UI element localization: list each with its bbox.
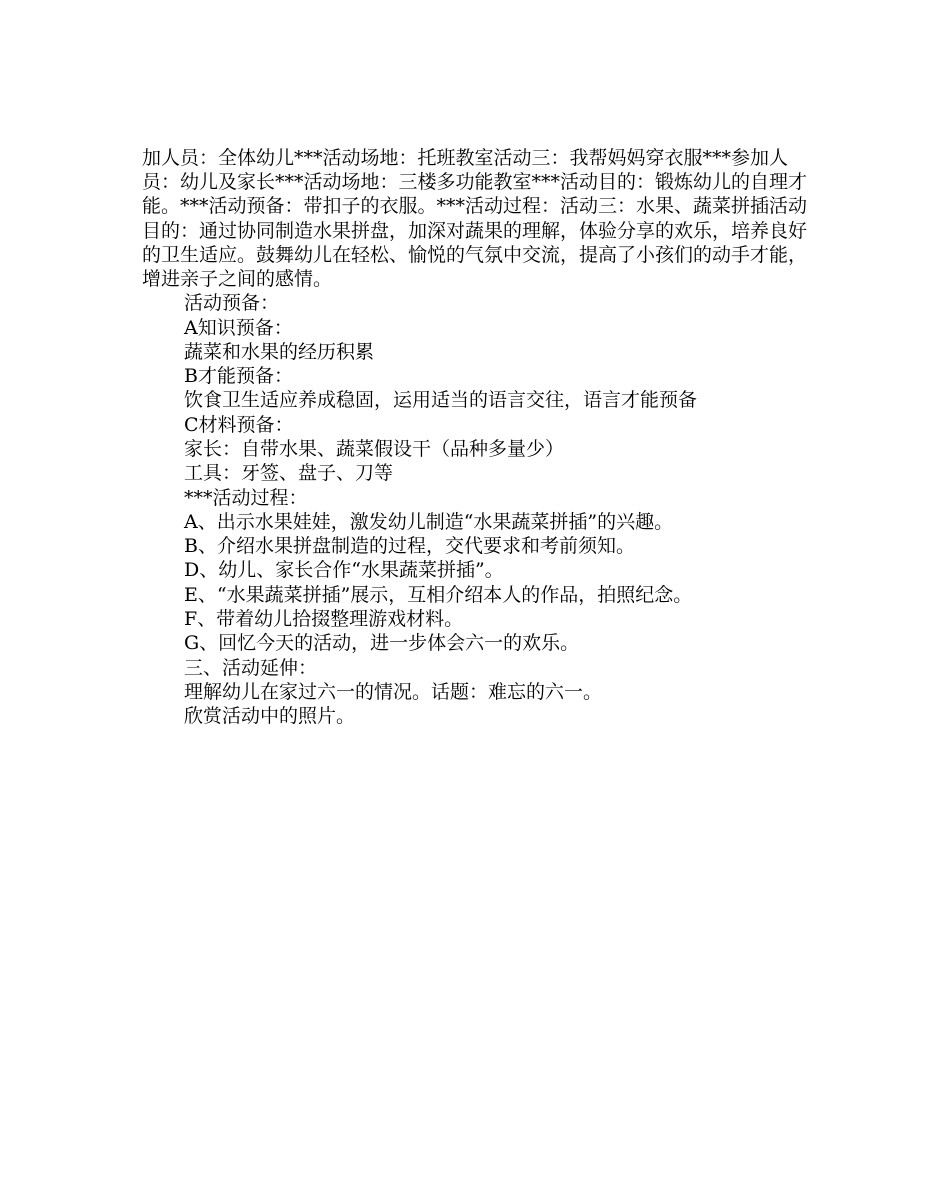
text-line: F、带着幼儿拾掇整理游戏材料。 bbox=[184, 608, 464, 631]
text-line: B、介绍水果拼盘制造的过程，交代要求和考前须知。 bbox=[184, 535, 635, 558]
intro-paragraph: 加人员：全体幼儿***活动场地：托班教室活动三：我帮妈妈穿衣服***参加人员：幼儿及家长***活动场地：三楼多功能教室***活动目的：锻炼幼儿的自理才能。***活动预备：带扣子的衣服。***活动过程：活动三：水果、蔬菜拼插活动目的：通过协同制造水果拼盘，加深对蔬果的理解，体验分享的欢乐，培养良好的卫生适应。鼓舞幼儿在轻松、愉悦的气氛中交流，提高了小孩们的动手才能，增进亲子之间的感情。 bbox=[142, 147, 808, 291]
text-line: 蔬菜和水果的经历积累 bbox=[184, 340, 375, 363]
section-heading: 三、活动延伸： bbox=[184, 656, 318, 679]
text-line: A、出示水果娃娃，激发幼儿制造“水果蔬菜拼插”的兴趣。 bbox=[184, 510, 674, 533]
text-line: B才能预备： bbox=[184, 365, 293, 388]
text-line: 欣赏活动中的照片。 bbox=[184, 705, 356, 728]
text-line: A知识预备： bbox=[184, 316, 293, 339]
text-line: ***活动过程： bbox=[184, 486, 308, 509]
document-body bbox=[142, 146, 812, 729]
text-line: E、“水果蔬菜拼插”展示，互相介绍本人的作品，拍照纪念。 bbox=[184, 583, 693, 606]
text-line: 理解幼儿在家过六一的情况。话题：难忘的六一。 bbox=[184, 680, 603, 703]
text-line: D、幼儿、家长合作“水果蔬菜拼插”。 bbox=[184, 559, 504, 582]
text-line: G、回忆今天的活动，进一步体会六一的欢乐。 bbox=[184, 632, 580, 655]
text-line: 活动预备： bbox=[184, 292, 280, 315]
text-line: 工具：牙签、盘子、刀等 bbox=[184, 462, 394, 485]
text-line: C材料预备： bbox=[184, 413, 294, 436]
text-line: 饮食卫生适应养成稳固，运用适当的语言交往，语言才能预备 bbox=[184, 389, 698, 412]
text-line: 家长：自带水果、蔬菜假设干（品种多量少） bbox=[184, 438, 565, 460]
